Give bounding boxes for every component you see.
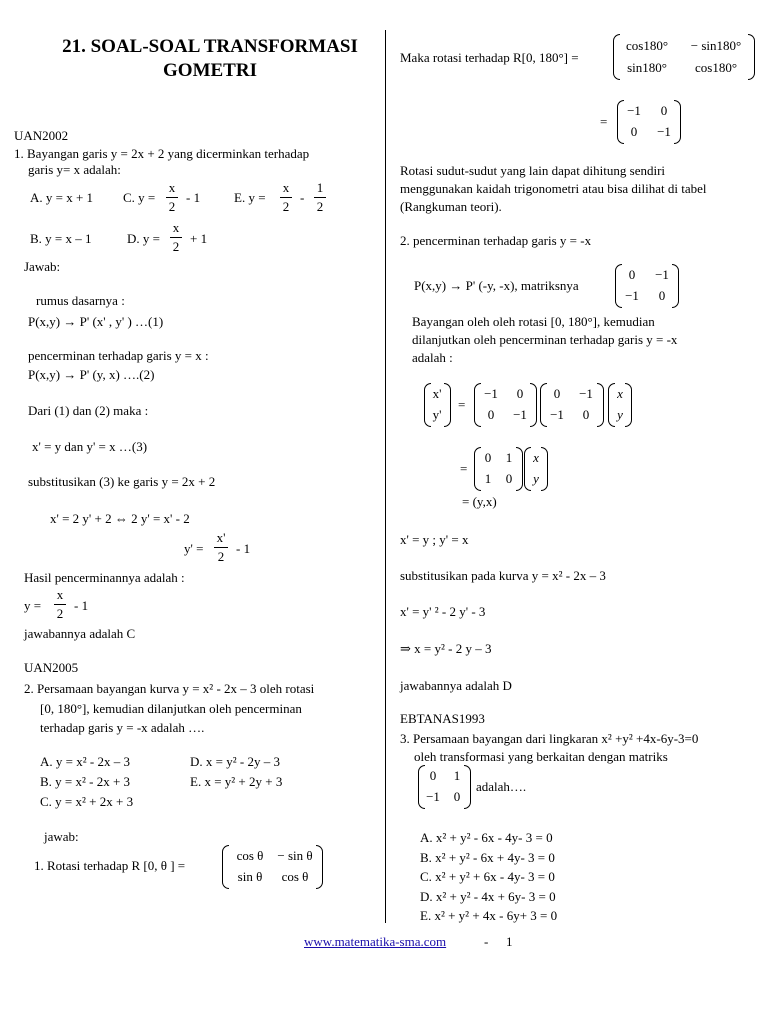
q1-option-d-suffix: + 1 (190, 231, 208, 246)
bayangan-text-1: Bayangan oleh oleh rotasi [0, 180°], kemudian (412, 314, 655, 329)
q1-option-e-minus: - (300, 190, 305, 205)
q1-option-a: A. y = x + 1 (30, 190, 94, 205)
dari-text: Dari (1) dan (2) maka : (28, 403, 149, 418)
q3-option-c: C. x² + y² + 6x - 4y- 3 = 0 (420, 869, 555, 884)
q1-option-d-fraction: x 2 (170, 220, 182, 254)
result-equation-1: x' = y' ² - 2 y' - 3 (400, 604, 486, 619)
equation-5-prefix: y' = (184, 541, 204, 556)
rumus-text: rumus dasarnya : (36, 293, 125, 308)
q2-option-a: A. y = x² - 2x – 3 (40, 754, 130, 769)
equals-sign-2: = (458, 397, 466, 412)
answer-1: jawabannya adalah C (24, 626, 136, 641)
question-2-line2: [0, 180°], kemudian dilanjutkan oleh pencerminan (40, 701, 302, 716)
rotation-formula-text: 1. Rotasi terhadap R [0, θ ] = (34, 858, 186, 873)
equation-6-suffix: - 1 (74, 598, 89, 613)
page-title-line1: 21. SOAL-SOAL TRANSFORMASI (62, 36, 358, 57)
q1-option-e-prefix: E. y = (234, 190, 266, 205)
hasil-text: Hasil pencerminannya adalah : (24, 570, 185, 585)
q1-option-c-prefix: C. y = (123, 190, 156, 205)
q1-option-c-suffix: - 1 (186, 190, 201, 205)
equation-6-fraction: x 2 (54, 587, 66, 621)
equation-6-prefix: y = (24, 598, 42, 613)
rotasi-text-3: (Rangkuman teori). (400, 199, 502, 214)
section-uan2005: UAN2005 (24, 660, 79, 675)
equation-5-fraction: x' 2 (214, 530, 228, 564)
equation-2: P(x,y) → P' (y, x) ….(2) (28, 367, 155, 382)
result-equation-2: ⇒ x = y² - 2 y – 3 (400, 641, 492, 656)
equation-4: x' = 2 y' + 2 ⇔ 2 y' = x' - 2 (50, 511, 190, 526)
question-3-line1: 3. Persamaan bayangan dari lingkaran x² +y² +4x-6y-3=0 (400, 731, 699, 746)
page-number: 1 (506, 934, 513, 949)
q1-option-e-fraction-a: x 2 (280, 180, 292, 214)
equals-sign-3: = (460, 461, 468, 476)
question-1-line2: garis y= x adalah: (28, 162, 121, 177)
maka-rotasi-text: Maka rotasi terhadap R[0, 180°] = (400, 50, 579, 65)
q2-option-d: D. x = y² - 2y – 3 (190, 754, 280, 769)
pencerminan-text: pencerminan terhadap garis y = x : (28, 348, 209, 363)
q2-option-b: B. y = x² - 2x + 3 (40, 774, 131, 789)
equation-5-suffix: - 1 (236, 541, 251, 556)
substitusi-kurva-text: substitusikan pada kurva y = x² - 2x – 3 (400, 568, 606, 583)
question-3-line2: oleh transformasi yang berkaitan dengan matriks (414, 749, 668, 764)
column-divider (385, 30, 386, 923)
equation-yx: = (y,x) (462, 494, 497, 509)
substitusi-text: substitusikan (3) ke garis y = 2x + 2 (28, 474, 216, 489)
q3-option-e: E. x² + y² + 4x - 6y+ 3 = 0 (420, 908, 558, 923)
q1-option-e-fraction-b: 1 2 (314, 180, 326, 214)
equation-1: P(x,y) → P' (x' , y' ) …(1) (28, 314, 164, 329)
section-uan2002: UAN2002 (14, 128, 69, 143)
jawab-label: Jawab: (24, 259, 61, 274)
rotasi-text-1: Rotasi sudut-sudut yang lain dapat dihitung sendiri (400, 163, 666, 178)
q1-option-d-prefix: D. y = (127, 231, 160, 246)
bayangan-text-3: adalah : (412, 350, 453, 365)
xy-result: x' = y ; y' = x (400, 532, 469, 547)
question-1-line1: 1. Bayangan garis y = 2x + 2 yang dicerminkan terhadap (14, 146, 310, 161)
section-ebtanas1993: EBTANAS1993 (400, 711, 485, 726)
pencerminan-2-title: 2. pencerminan terhadap garis y = -x (400, 233, 592, 248)
jawab-2-label: jawab: (44, 829, 79, 844)
bayangan-text-2: dilanjutkan oleh pencerminan terhadap garis y = -x (412, 332, 678, 347)
q3-option-b: B. x² + y² - 6x + 4y- 3 = 0 (420, 850, 555, 865)
q2-option-c: C. y = x² + 2x + 3 (40, 794, 134, 809)
answer-2: jawabannya adalah D (400, 678, 512, 693)
equals-sign: = (600, 114, 608, 129)
q1-option-b: B. y = x – 1 (30, 231, 92, 246)
equation-3: x' = y dan y' = x …(3) (32, 439, 148, 454)
q1-option-c-fraction: x 2 (166, 180, 178, 214)
q3-option-a: A. x² + y² - 6x - 4y- 3 = 0 (420, 830, 553, 845)
pencerminan-2-equation: P(x,y) → P' (-y, -x), matriksnya (414, 278, 579, 293)
question-2-line3: terhadap garis y = -x adalah …. (40, 720, 205, 735)
question-3-adalah: adalah…. (476, 779, 527, 794)
rotasi-text-2: menggunakan kaidah trigonometri atau bisa dilihat di tabel (400, 181, 707, 196)
footer-separator: - (484, 934, 489, 949)
question-2-line1: 2. Persamaan bayangan kurva y = x² - 2x – 3 oleh rotasi (24, 681, 315, 696)
footer-website-link[interactable]: www.matematika-sma.com (304, 934, 447, 949)
page-title-line2: GOMETRI (163, 60, 257, 81)
q2-option-e: E. x = y² + 2y + 3 (190, 774, 283, 789)
q3-option-d: D. x² + y² - 4x + 6y- 3 = 0 (420, 889, 556, 904)
